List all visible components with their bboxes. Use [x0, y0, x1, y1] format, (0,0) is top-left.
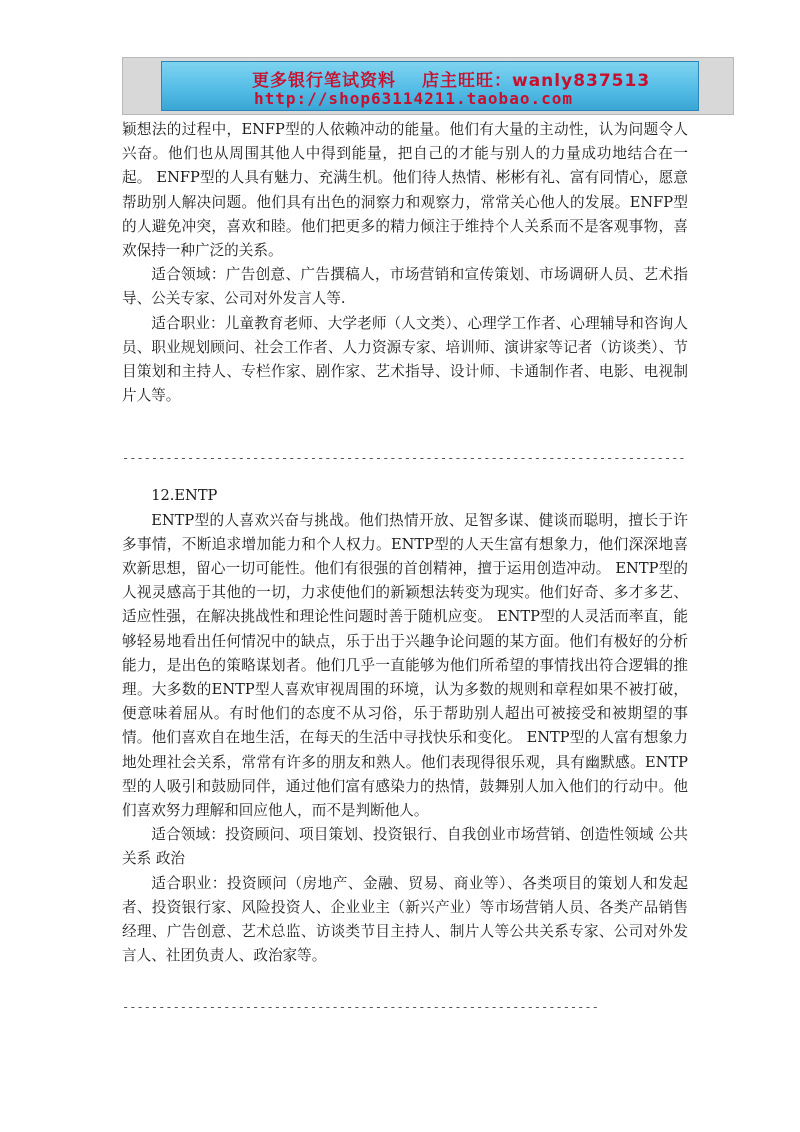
enfp-description: 颖想法的过程中，ENFP型的人依赖冲动的能量。他们有大量的主动性，认为问题令人兴奋。他们也从周围其他人中得到能量，把自己的才能与别人的力量成功地结合在一起。 ENFP型的人具有魅力、充满生机。他们待人热情、彬彬有礼、富有同情心，愿意帮助别人解决问题。他们具有出色的洞察力和观察力，常常关心他人的发展。ENFP型的人避免冲突，喜欢和睦。他们把更多的精力倾注于维持个人关系而不是客观事物，喜欢保持一种广泛的关系。 — [122, 121, 688, 260]
ad-banner-url[interactable]: http://shop63114211.taobao.com — [254, 89, 573, 108]
document-body — [122, 118, 688, 1019]
entp-description: ENTP型的人喜欢兴奋与挑战。他们热情开放、足智多谋、健谈而聪明，擅长于许多事情，不断追求增加能力和个人权力。ENTP型的人天生富有想象力，他们深深地喜欢新思想，留心一切可能性。他们有很强的首创精神，擅于运用创造冲动。 ENTP型的人视灵感高于其他的一切，力求使他们的新颖想法转变为现实。他们好奇、多才多艺、适应性强，在解决挑战性和理论性问题时善于随机应变。 ENTP型的人灵活而率直，能够轻易地看出任何情况中的缺点，乐于出于兴趣争论问题的某方面。他们有极好的分析能力，是出色的策略谋划者。他们几乎一直能够为他们所希望的事情找出符合逻辑的推理。大多数的ENTP型人喜欢审视周围的环境，认为多数的规则和章程如果不被打破，便意味着屈从。有时他们的态度不从习俗，乐于帮助别人超出可被接受和被期望的事情。他们喜欢自在地生活，在每天的生活中寻找快乐和变化。 ENTP型的人富有想象力地处理社会关系，常常有许多的朋友和熟人。他们表现得很乐观，具有幽默感。ENTP型的人吸引和鼓励同伴，通过他们富有感染力的热情，鼓舞别人加入他们的行动中。他们喜欢努力理解和回应他人，而不是判断他人。 — [122, 511, 688, 820]
entp-careers: 适合职业：投资顾问（房地产、金融、贸易、商业等）、各类项目的策划人和发起者、投资银行家、风险投资人、企业业主（新兴产业）等市场营销人员、各类产品销售经理、广告创意、艺术总监、访谈类节目主持人、制片人等公共关系专家、公司对外发言人、社团负责人、政治家等。 — [122, 874, 688, 965]
ad-banner-panel[interactable] — [161, 61, 699, 111]
ad-banner-title-line — [252, 66, 650, 91]
ad-banner-shop: 店主旺旺：wanly837513 — [422, 71, 651, 91]
ad-banner-title: 更多银行笔试资料 — [252, 71, 396, 91]
section-separator: ------------------------------------------------------------------------------ — [122, 451, 686, 466]
enfp-careers: 适合职业：儿童教育老师、大学老师（人文类）、心理学工作者、心理辅导和咨询人员、职业规划顾问、社会工作者、人力资源专家、培训师、演讲家等记者（访谈类）、节目策划和主持人、专栏作家、剧作家、艺术指导、设计师、卡通制作者、电影、电视制片人等。 — [122, 314, 688, 405]
ad-banner — [122, 57, 734, 115]
entp-fields: 适合领域：投资顾问、项目策划、投资银行、自我创业市场营销、创造性领域 公共关系 政治 — [122, 826, 688, 868]
section-separator-bottom: ------------------------------------------------------------------ — [122, 999, 599, 1014]
entp-heading: 12.ENTP — [151, 487, 218, 505]
enfp-fields: 适合领域：广告创意、广告撰稿人，市场营销和宣传策划、市场调研人员、艺术指导、公关专家、公司对外发言人等. — [122, 266, 688, 308]
